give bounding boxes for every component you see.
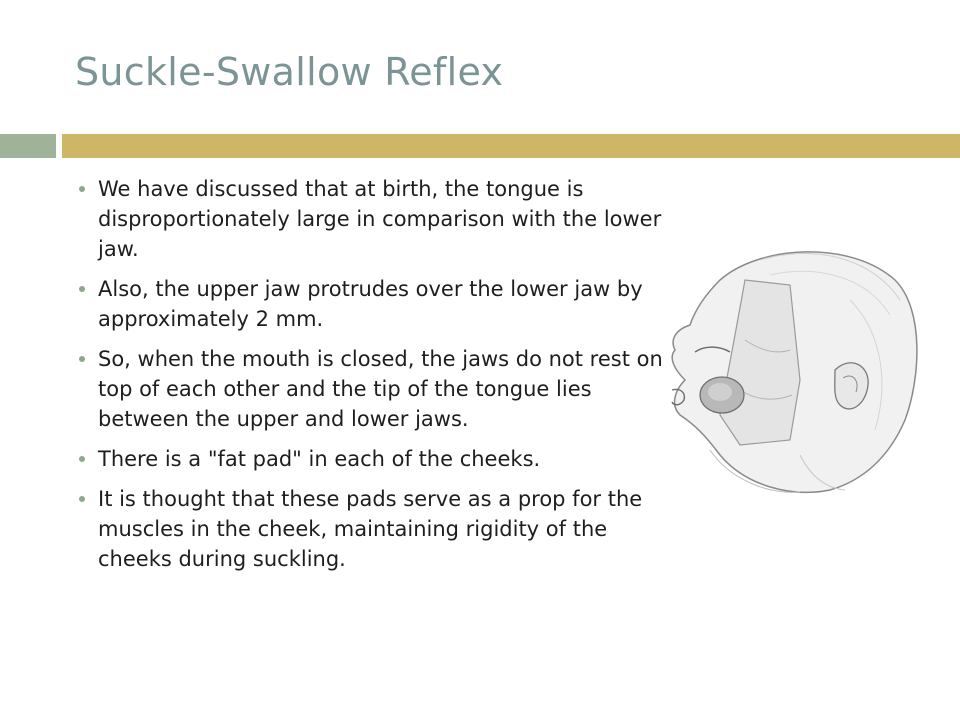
bullet-text: Also, the upper jaw protrudes over the lower jaw by approximately 2 mm. [98,277,643,331]
accent-bar-left [0,134,56,158]
bullet-item [76,484,666,574]
bullet-item [76,174,666,264]
accent-bar-right [62,134,960,158]
bullet-list [76,174,666,584]
bullet-item [76,274,666,334]
bullet-item [76,444,666,474]
slide-title: Suckle-Swallow Reflex [75,50,504,94]
bullet-text: It is thought that these pads serve as a prop for the muscles in the cheek, maintaining rigidity of the cheeks during suckling. [98,487,643,571]
bullet-text: There is a "fat pad" in each of the cheeks. [98,447,541,471]
bullet-item [76,344,666,434]
bullet-text: So, when the mouth is closed, the jaws do not rest on top of each other and the tip of the tongue lies between the upper and lower jaws. [98,347,663,431]
bullet-text: We have discussed that at birth, the tongue is disproportionately large in comparison with the lower jaw. [98,177,662,261]
infant-head-anatomy-illustration [650,240,920,500]
